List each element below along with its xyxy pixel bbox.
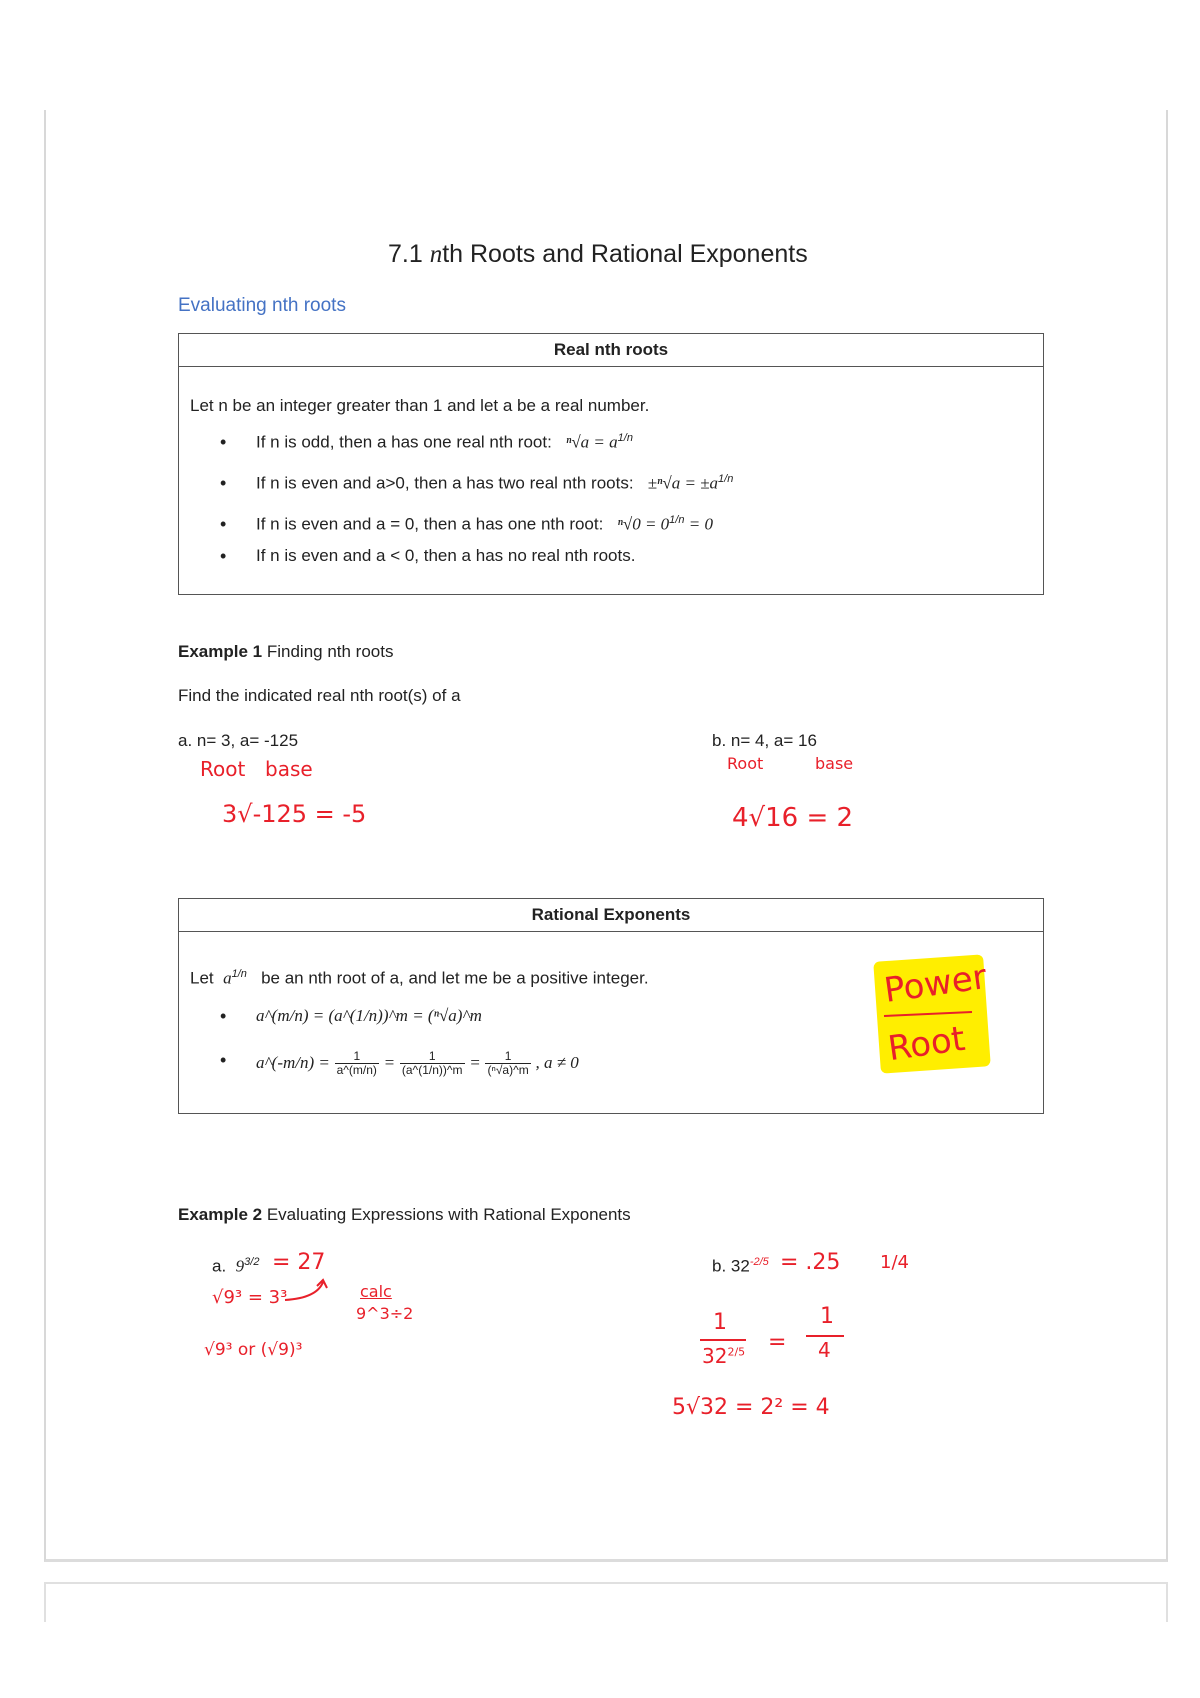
example1-part-b: b. n= 4, a= 16 <box>712 731 817 750</box>
box-intro: Let n be an integer greater than 1 and let a be a real number. <box>190 396 650 415</box>
part-b-frac-bar <box>700 1338 750 1342</box>
part-b-frac-num: 1 <box>713 1310 727 1335</box>
bullet-odd: • If n is odd, then a has one real nth root: $^n√a = a^{1/n}$ <box>256 432 633 453</box>
note-divider-line <box>884 1012 974 1018</box>
example1-heading: Example 1 Finding nth roots <box>178 642 394 661</box>
page-title: 7.1 nth Roots and Rational Exponents <box>388 240 808 268</box>
part-a-work-1: √9³ = 3³ <box>212 1287 288 1308</box>
note-power: Power <box>881 957 990 1011</box>
example2-part-a: a. $9^{3/2}$ <box>212 1256 260 1276</box>
bullet-even-zero: • If n is even and a = 0, then a has one nth root: $^n√0 = 0^{1/n} = 0$ <box>256 514 713 535</box>
example2-part-b: b. $32^{-2/5}$ <box>712 1256 769 1276</box>
fraction-2: $\frac{1}{(a\^{}(1/n))\^{}m}$ <box>401 1049 463 1077</box>
part-b-equals: = <box>768 1330 787 1355</box>
part-a-work-2: √9³ or (√9)³ <box>204 1340 303 1360</box>
box-header: Rational Exponents <box>179 899 1043 932</box>
curved-arrow <box>285 1280 335 1304</box>
part-b-answer-fraction: 1/4 <box>880 1252 909 1273</box>
example1-part-a: a. n= 3, a= -125 <box>178 731 299 750</box>
part-b-note-base: base <box>815 754 854 773</box>
fraction-1: $\frac{1}{a\^{}(m/n)}$ <box>336 1049 377 1077</box>
part-a-answer: = 27 <box>272 1250 326 1275</box>
part-b-work: 5√32 = 2² = 4 <box>672 1395 830 1420</box>
bullet-even-positive: • If n is even and a>0, then a has two real nth roots: $\pm^n√a = \pm a^{1/n}$ <box>256 473 733 494</box>
box2-intro: Let $a^{1/n}$ be an nth root of a, and let me be a positive integer. <box>190 968 649 988</box>
example2-heading: Example 2 Evaluating Expressions with Rational Exponents <box>178 1205 631 1224</box>
part-a-answer: 3√-125 = -5 <box>222 800 367 828</box>
box-header: Real nth roots <box>179 334 1043 367</box>
part-b-answer: = .25 <box>780 1250 841 1275</box>
part-b-frac-den: $32^{2/5}$ <box>702 1344 746 1368</box>
part-b-answer: 4√16 = 2 <box>732 803 854 833</box>
part-a-note-base: base <box>265 757 313 781</box>
section-heading: Evaluating nth roots <box>178 295 346 316</box>
part-b-eq-num: 1 <box>820 1304 834 1329</box>
next-page-edge <box>44 1582 1168 1622</box>
rational-rule-1: • a^(m/n) = (a^(1/n))^m = (ⁿ√a)^m <box>256 1006 482 1026</box>
example1-instruction: Find the indicated real nth root(s) of a <box>178 686 461 705</box>
part-a-calc-label: calc <box>360 1282 392 1301</box>
rational-rule-2: • a^(-m/n) = $\frac{1}{a\^{}(m/n)}$ = $\frac{1}{(a\^{}(1/n))\^{}m}$ = $\frac{1}{\text{(ⁿ√a)\textasciicircum{}m}}$ , a ≠ 0 <box>256 1050 579 1077</box>
part-a-note-root: Root <box>200 757 246 781</box>
fraction-3: $\frac{1}{\text{(ⁿ√a)\textasciicircum{}m}}$ <box>487 1049 529 1077</box>
part-a-calc: 9^3÷2 <box>356 1304 414 1323</box>
note-root: Root <box>885 1018 968 1070</box>
part-b-note-root: Root <box>727 754 764 773</box>
bullet-even-negative: • If n is even and a < 0, then a has no real nth roots. <box>256 546 635 566</box>
part-b-eq-den: 4 <box>818 1338 831 1362</box>
